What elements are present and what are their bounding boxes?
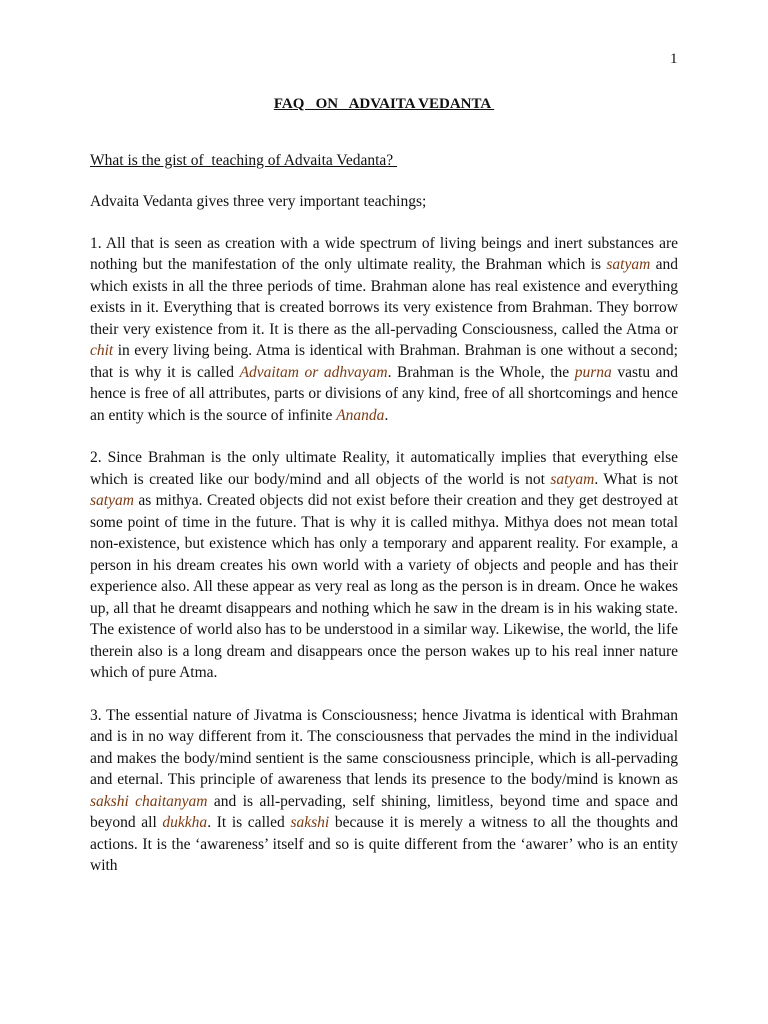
question-heading: What is the gist of teaching of Advaita Vedanta? <box>90 151 398 169</box>
paragraph-text: and is all-pervading, self shining, limitless, beyond time and space and beyond all <box>90 792 679 831</box>
paragraph-text: . Brahman is the Whole, the <box>387 363 575 381</box>
paragraph-text: in every living being. Atma is identical with Brahman. Brahman is one without a second; that is why it is called <box>90 342 678 381</box>
emphasized-term: Advaitam or adhvayam <box>239 363 388 381</box>
emphasized-term: sakshi <box>290 814 330 831</box>
emphasized-term: satyam <box>550 470 595 488</box>
paragraph-text: . <box>384 406 389 424</box>
emphasized-term: Ananda <box>336 406 385 424</box>
intro-paragraph: Advaita Vedanta gives three very important teachings; <box>90 193 427 210</box>
paragraph-text: as mithya. Created objects did not exist before their creation and they get destroyed at some point of time in the future. That is why it is called mithya. Mithya does not mean total non-existence, but existence which has only a temporary and apparent reality. For example, a person in his dream creates his own world with a variety of objects and people and has their experience also. All these appear as very real as long as the person is in dream. Once he wakes up, all that he dreamt disappears and nothing which he saw in the dream is in his waking state. The existence of world also has to be understood in a similar way. Likewise, the world, the life therein also is a long dream and disappears once the person wakes up to his real inner nature which of pure Atma. <box>90 492 678 681</box>
paragraph-text: . It is called <box>207 814 291 831</box>
paragraph-text: 1. All that is seen as creation with a wide spectrum of living beings and inert substances are nothing but the manifestation of the only ultimate reality, the Brahman which is <box>90 234 678 273</box>
paragraph-text: because it is merely a witness to all the thoughts and actions. It is the ‘awareness’ itself and so is quite different from the ‘awarer’ who is an entity with <box>90 814 679 874</box>
paragraph-text: 2. Since Brahman is the only ultimate Reality, it automatically implies that everything else which is created like our body/mind and all objects of the world is not <box>90 449 678 488</box>
document-body <box>90 94 678 898</box>
teaching-point-3 <box>90 705 678 877</box>
emphasized-term: satyam <box>90 492 134 509</box>
emphasized-term: purna <box>574 363 612 381</box>
paragraph-text: vastu and hence is free of all attributes, parts or divisions of any kind, free of all shortcomings and hence an entity which is the source of infinite <box>90 363 679 424</box>
emphasized-term: satyam <box>606 256 651 273</box>
paragraph-text: . What is not <box>594 470 678 488</box>
paragraph-text: and which exists in all the three periods of time. Brahman alone has real existence and everything exists in it. Everything that is created borrows its very existence from Brahman. They borrow their very existence from it. It is there as the all-pervading Consciousness, called the Atma or <box>90 256 678 338</box>
document-title: FAQ ON ADVAITA VEDANTA <box>273 96 495 112</box>
paragraph-text: 3. The essential nature of Jivatma is Consciousness; hence Jivatma is identical with Brahman and is in no way different from it. The consciousness that pervades the mind in the individual and makes the body/mind sentient is the same consciousness principle, which is all-pervading and eternal. This principle of awareness that lends its presence to the body/mind is known as <box>90 706 678 788</box>
teaching-point-2 <box>90 447 678 684</box>
emphasized-term: dukkha <box>162 814 208 831</box>
emphasized-term: sakshi chaitanyam <box>90 792 208 810</box>
teaching-point-1 <box>90 233 678 427</box>
page-number: 1 <box>670 51 678 67</box>
emphasized-term: chit <box>90 342 114 359</box>
